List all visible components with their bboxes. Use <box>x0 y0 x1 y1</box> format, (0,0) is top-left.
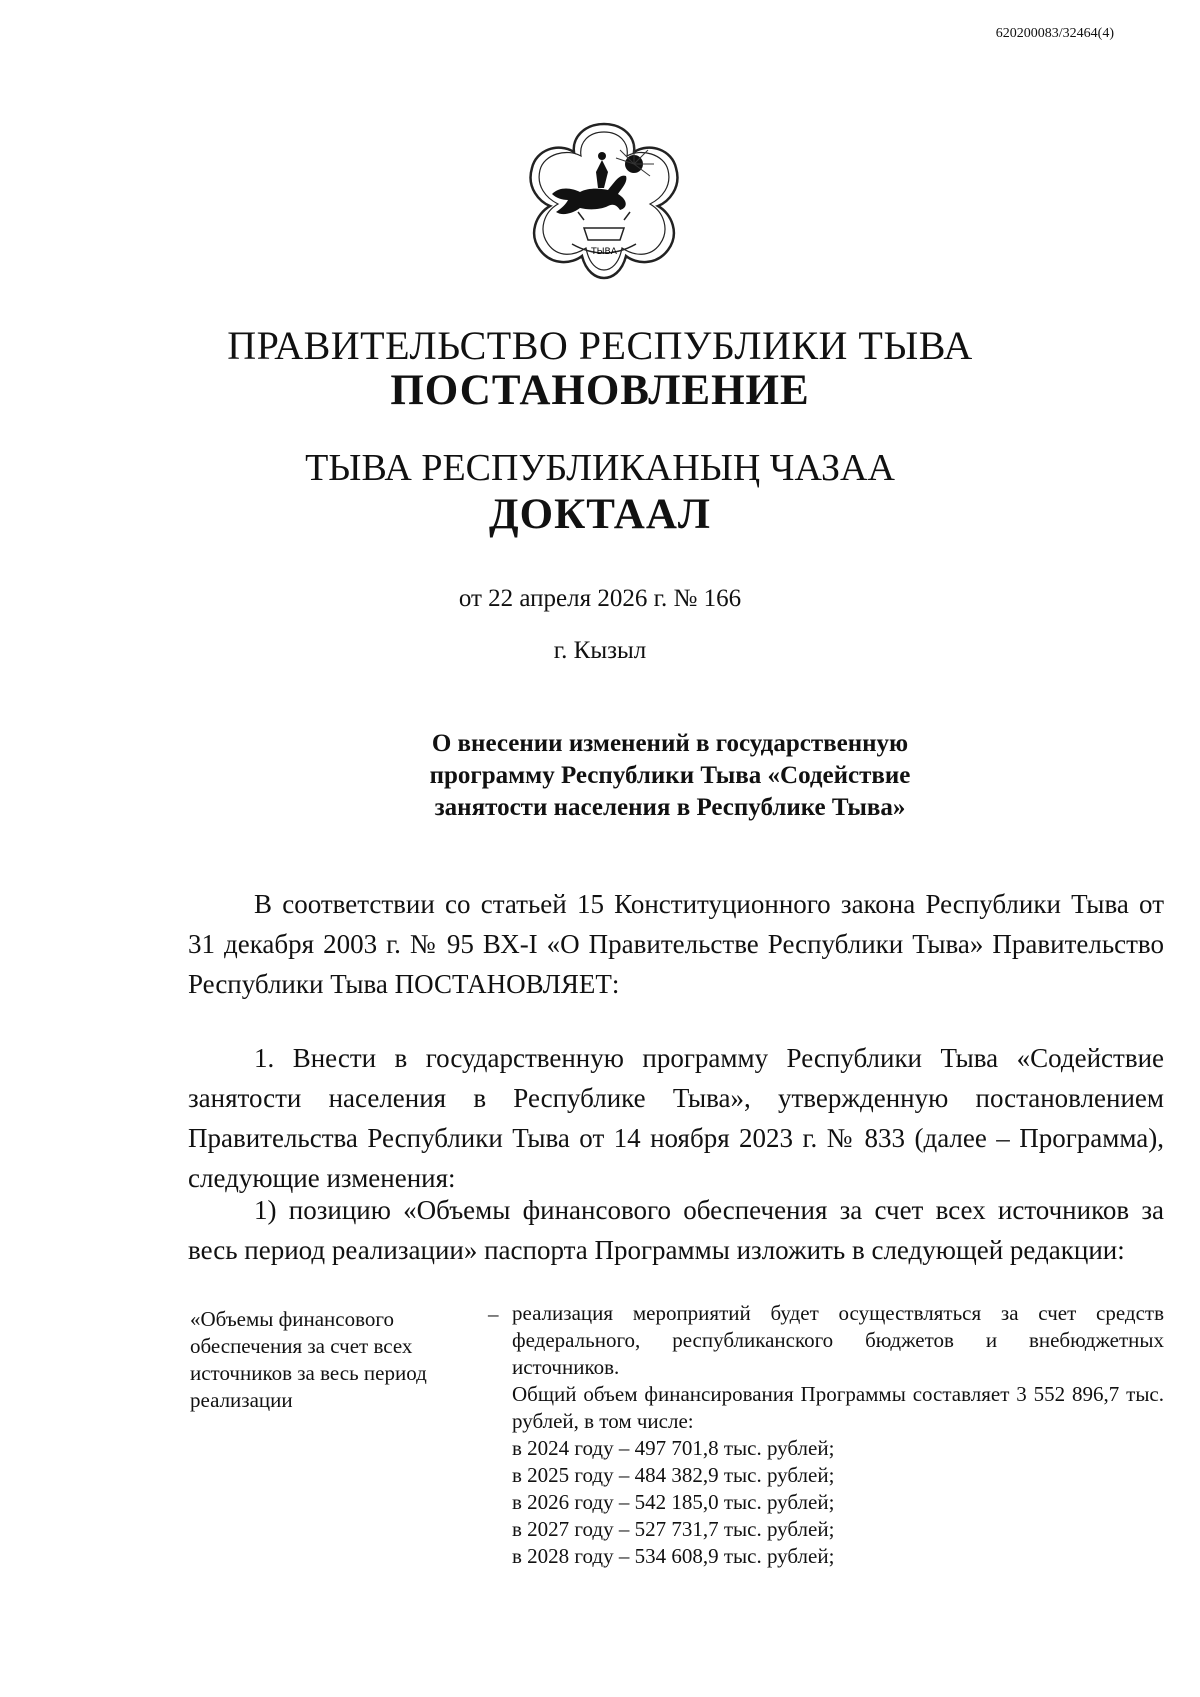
funding-total-text: Общий объем финансирования Программы составляет 3 552 896,7 тыс. рублей, в том числе: <box>512 1382 1164 1433</box>
table-left-cell: «Объемы финансового обеспечения за счет всех источников за весь период реализации <box>190 1307 427 1412</box>
funding-sources-text: реализация мероприятий будет осуществляться за счет средств федерального, республиканского бюджетов и внебюджетных источников. <box>512 1301 1164 1379</box>
document-city: г. Кызыл <box>553 637 647 664</box>
preamble-paragraph: В соответствии со статьей 15 Конституционного закона Республики Тыва от 31 декабря 2003 г. № 95 ВХ-I «О Правительстве Республики Тыва» Правительство Республики Тыва ПОСТАНОВЛЯЕТ: <box>188 889 1164 999</box>
tyva-coat-of-arms-icon <box>516 116 692 282</box>
document-type-tyv: ДОКТААЛ <box>489 491 711 538</box>
document-id: 620200083/32464(4) <box>995 26 1114 41</box>
funding-year-line: в 2026 году – 542 185,0 тыс. рублей; <box>512 1490 835 1514</box>
table-right-cell <box>512 1300 1164 1570</box>
emblem-inscription: ТЫВА <box>591 247 617 257</box>
government-title-ru: ПРАВИТЕЛЬСТВО РЕСПУБЛИКИ ТЫВА <box>227 323 973 368</box>
government-title-tyv: ТЫВА РЕСПУБЛИКАНЫҢ ЧАЗАА <box>305 447 895 489</box>
funding-year-line: в 2028 году – 534 608,9 тыс. рублей; <box>512 1544 835 1568</box>
funding-year-line: в 2027 году – 527 731,7 тыс. рублей; <box>512 1517 835 1541</box>
document-date-number: от 22 апреля 2026 г. № 166 <box>458 585 742 612</box>
table-dash: – <box>488 1302 499 1326</box>
document-subject: О внесении изменений в государственную программу Республики Тыва «Содействие занятости населения в Республике Тыва» <box>429 730 911 821</box>
document-type-ru: ПОСТАНОВЛЕНИЕ <box>390 367 810 414</box>
funding-year-line: в 2024 году – 497 701,8 тыс. рублей; <box>512 1436 835 1460</box>
item-1-paragraph: 1. Внести в государственную программу Республики Тыва «Содействие занятости населения в Республике Тыва», утвержденную постановлением Правительства Республики Тыва от 14 ноября 2023 г. № 833 (далее – Программа), следующие изменения: <box>188 1043 1164 1193</box>
funding-year-line: в 2025 году – 484 382,9 тыс. рублей; <box>512 1463 835 1487</box>
item-1-1-paragraph: 1) позицию «Объемы финансового обеспечения за счет всех источников за весь период реализации» паспорта Программы изложить в следующей редакции: <box>188 1195 1164 1265</box>
